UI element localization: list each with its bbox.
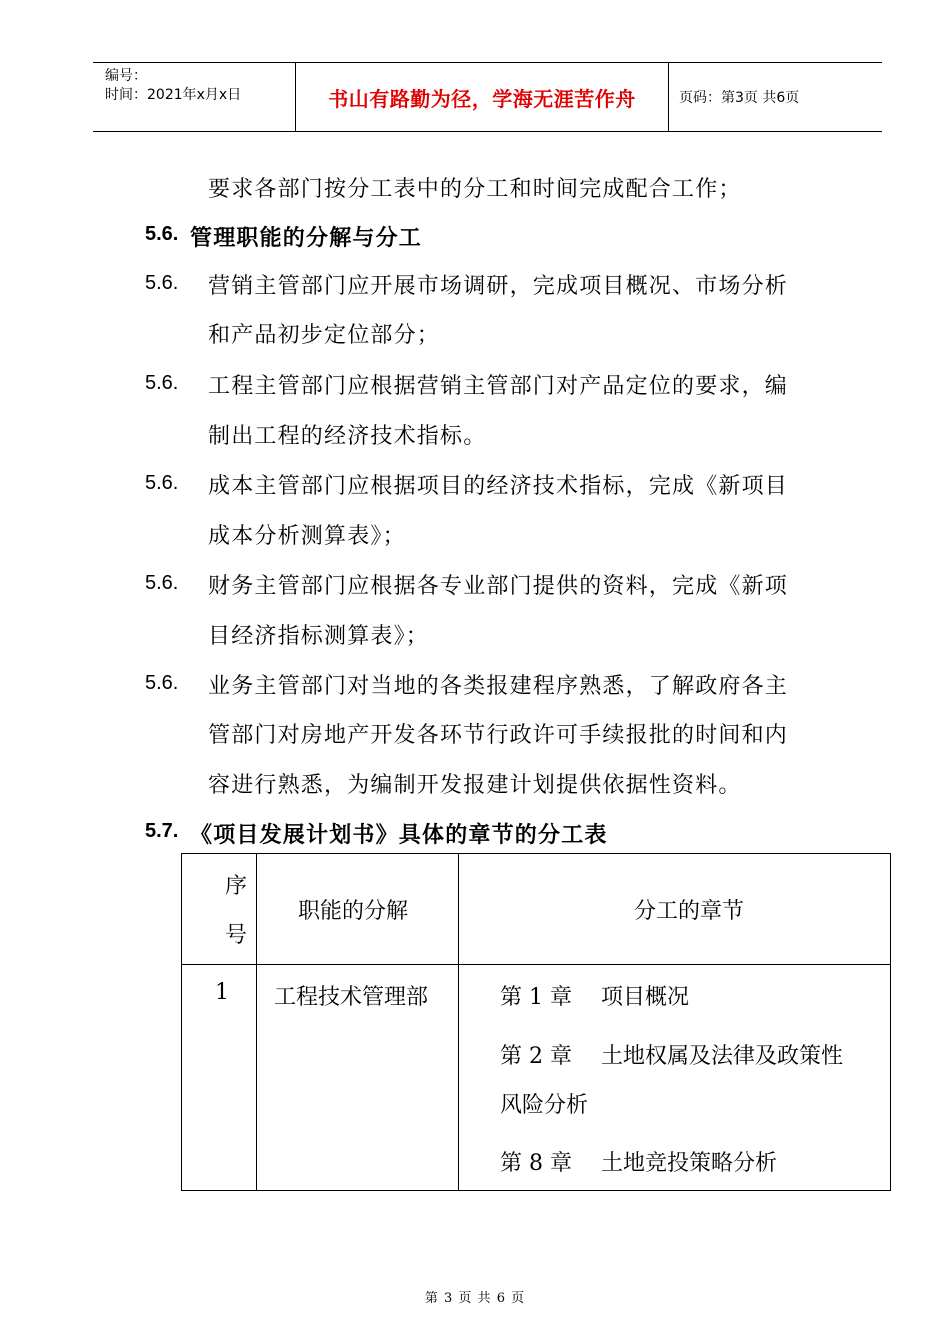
- chapter-title-cont: 风险分析: [500, 1093, 589, 1118]
- header-page-info: 页码：第3页 共6页: [679, 90, 800, 106]
- row-seq: 1: [215, 980, 229, 1005]
- table-divider: [256, 854, 257, 1190]
- item-text: 管部门对房地产开发各环节行政许可手续报批的时间和内: [208, 723, 789, 748]
- item-number: 5.6.: [145, 372, 179, 394]
- item-number: 5.6.: [145, 272, 179, 294]
- item-text: 和产品初步定位部分；: [208, 323, 441, 348]
- row-dept: 工程技术管理部: [274, 985, 429, 1010]
- item-text: 成本分析测算表》；: [208, 524, 406, 549]
- time-label: 时间：2021年x月x日: [105, 87, 242, 103]
- page-footer: 第 3 页 共 6 页: [424, 1291, 526, 1306]
- chapter-number: 第 8 章: [500, 1151, 572, 1176]
- header-motto: 书山有路勤为径，学海无涯苦作舟: [328, 86, 636, 111]
- item-text: 容进行熟悉，为编制开发报建计划提供依据性资料。: [208, 773, 742, 798]
- item-text: 业务主管部门对当地的各类报建程序熟悉，了解政府各主: [208, 674, 789, 699]
- chapter-number: 第 1 章: [500, 985, 572, 1010]
- item-number: 5.6.: [145, 672, 179, 694]
- chapter-number: 第 2 章: [500, 1044, 572, 1069]
- item-number: 5.6.: [145, 472, 179, 494]
- chapter-title: 土地竞投策略分析: [601, 1151, 778, 1176]
- item-text: 财务主管部门应根据各专业部门提供的资料，完成《新项: [208, 574, 789, 599]
- header-function: 职能的分解: [298, 899, 409, 924]
- table-divider: [182, 964, 890, 965]
- section-number: 5.6.: [145, 223, 179, 245]
- item-text: 营销主管部门应开展市场调研，完成项目概况、市场分析: [208, 274, 789, 299]
- code-label: 编号：: [105, 68, 147, 84]
- table-divider: [458, 854, 459, 1190]
- section-title: 《项目发展计划书》具体的章节的分工表: [190, 823, 608, 848]
- chapter-title: 项目概况: [601, 985, 690, 1010]
- page-header: [93, 62, 882, 132]
- header-divider: [668, 63, 669, 131]
- header-meta: [105, 67, 241, 105]
- chapter-title: 土地权属及法律及政策性: [601, 1044, 844, 1069]
- item-text: 制出工程的经济技术指标。: [208, 424, 487, 449]
- section-number: 5.7.: [145, 820, 179, 842]
- header-seq-1: 序: [225, 874, 248, 899]
- intro-line: 要求各部门按分工表中的分工和时间完成配合工作；: [208, 177, 742, 202]
- item-text: 目经济指标测算表》；: [208, 624, 430, 649]
- item-text: 成本主管部门应根据项目的经济技术指标，完成《新项目: [208, 474, 789, 499]
- division-table: [181, 853, 891, 1191]
- header-chapters: 分工的章节: [634, 899, 745, 924]
- header-seq-2: 号: [225, 923, 248, 948]
- item-text: 工程主管部门应根据营销主管部门对产品定位的要求，编: [208, 374, 789, 399]
- section-title: 管理职能的分解与分工: [190, 226, 423, 251]
- item-number: 5.6.: [145, 572, 179, 594]
